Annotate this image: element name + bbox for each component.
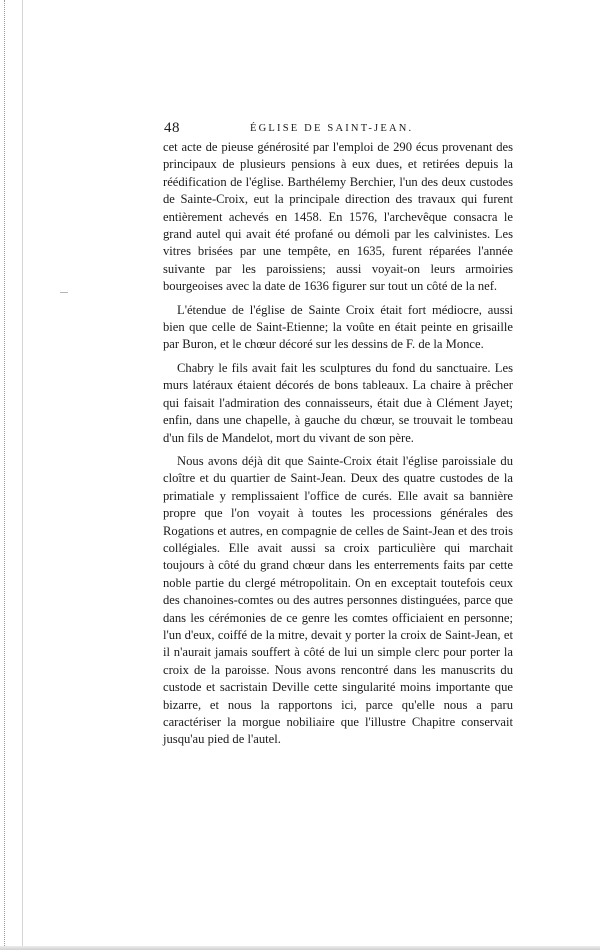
scan-margin-mark <box>60 292 68 293</box>
page-number: 48 <box>164 120 180 136</box>
scan-margin-line <box>4 0 5 950</box>
paragraph: cet acte de pieuse générosité par l'emploi de 290 écus provenant des principaux de plusieurs pensions à eux dues, et retirées depuis la réédification de l'église. Barthélemy Berchier, l'un des deux custodes de Sainte-Croix, eut la principale direction des travaux qui furent entièrement achevés en 1458. En 1576, l'archevêque consacra le grand autel qui avait été profané ou démoli par les calvinistes. Les vitres brisées par une tempête, en 1635, furent réparées l'année suivante par les paroissiens; aussi voyait-on leurs armoiries bourgeoises avec la date de 1636 figurer sur tout un côté de la nef. <box>163 140 513 294</box>
scan-bottom-edge <box>0 946 600 950</box>
paragraph: L'étendue de l'église de Sainte Croix était fort médiocre, aussi bien que celle de Saint-Etienne; la voûte en était peinte en grisaille par Buron, et le chœur décoré sur les dessins de F. de la Monce. <box>163 302 513 352</box>
paragraph: Chabry le fils avait fait les sculptures du fond du sanctuaire. Les murs latéraux étaient décorés de bons tableaux. La chaire à prêcher qui faisait l'admiration des connaisseurs, était due à Clément Jayet; enfin, dans une chapelle, à gauche du chœur, se trouvait le tombeau d'un fils de Mandelot, mort du vivant de son père. <box>163 360 513 445</box>
running-head: ÉGLISE DE SAINT-JEAN. <box>250 123 414 134</box>
scan-margin-line <box>22 0 23 950</box>
page-body <box>163 139 513 755</box>
paragraph: Nous avons déjà dit que Sainte-Croix était l'église paroissiale du cloître et du quartier de Saint-Jean. Deux des quatre custodes de la primatiale y remplissaient l'office de curés. Elle avait sa bannière propre que l'on voyait à toutes les processions générales des Rogations et autres, en compagnie de celles de Saint-Jean et des trois collégiales. Elle avait aussi sa croix particulière qui marchait toujours à côté du grand chœur dans les enterrements faits par cette noble partie du clergé métropolitain. On en exceptait toutefois ceux des chanoines-comtes ou des autres personnes distinguées, parce que dans les cérémonies de ce genre les comtes officiaient en personne; l'un d'eux, coiffé de la mitre, devait y porter la croix de Saint-Jean, et il n'aurait jamais souffert à côté de lui un simple clerc pour porter la croix de la paroisse. Nous avons rencontré dans les manuscrits du custode et sacristain Deville cette singularité moins importante que bizarre, et nous la rapportons ici, parce qu'elle nous a paru caractériser la morgue nobiliaire que l'illustre Chapitre conservait jusqu'au pied de l'autel. <box>163 453 513 747</box>
